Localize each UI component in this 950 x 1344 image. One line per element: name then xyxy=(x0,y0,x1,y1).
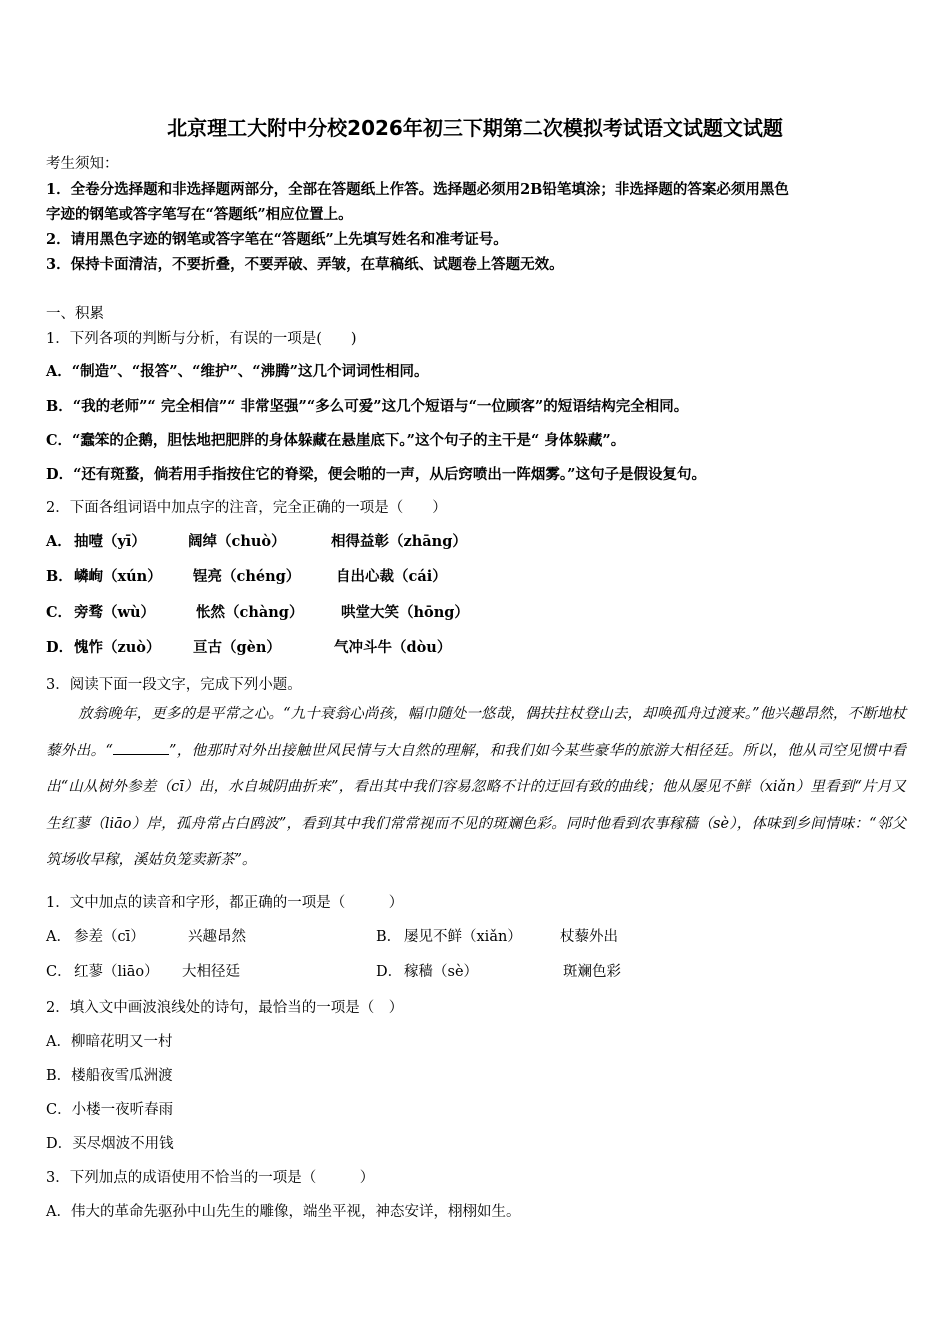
question-2-option-a-word: 相得益彰（zhāng） xyxy=(331,533,467,550)
sub-question-1-option-a-word: 参差（cī） xyxy=(74,929,145,945)
sub-question-3-option: A．伟大的革命先驱孙中山先生的雕像，端坐平视，神态安详，栩栩如生。 xyxy=(46,1204,521,1220)
question-2-option-a-word: 阔绰（chuò） xyxy=(188,533,286,550)
notice-item: 2．请用黑色字迹的钢笔或答字笔在“答题纸”上先填写姓名和准考证号。 xyxy=(46,231,508,248)
question-2-option-c-label: C． xyxy=(46,604,73,621)
notice-item: 字迹的钢笔或答字笔写在“答题纸”相应位置上。 xyxy=(46,206,353,223)
question-2-option-c-word: 哄堂大笑（hōng） xyxy=(341,604,469,621)
question-2-stem: 2．下面各组词语中加点字的注音，完全正确的一项是（ ） xyxy=(46,500,447,516)
sub-question-2-option: A．柳暗花明又一村 xyxy=(46,1034,173,1050)
question-3-stem: 3．阅读下面一段文字，完成下列小题。 xyxy=(46,677,302,693)
question-2-option-d-word: 亘古（gèn） xyxy=(193,639,281,656)
question-2-option-d-word: 气冲斗牛（dòu） xyxy=(334,639,452,656)
sub-question-2-option: B．楼船夜雪瓜洲渡 xyxy=(46,1068,173,1084)
question-2-option-b-label: B． xyxy=(46,568,73,585)
question-2-option-a-word: 抽噎（yī） xyxy=(74,533,146,550)
sub-question-1-option-b-word: 屡见不鲜（xiǎn） xyxy=(404,929,522,945)
sub-question-1-option-d-label: D． xyxy=(376,964,403,980)
sub-question-2-option: C．小楼一夜听春雨 xyxy=(46,1102,174,1118)
question-1-option-b: B．“我的老师”“ 完全相信”“ 非常坚强”“多么可爱”这几个短语与“一位顾客”的短语结构完全相同。 xyxy=(46,398,689,415)
reading-passage xyxy=(46,696,906,879)
question-1-option-c: C．“蠢笨的企鹅，胆怯地把肥胖的身体躲藏在悬崖底下。”这个句子的主干是“ 身体躲藏”。 xyxy=(46,432,626,449)
question-2-option-c-word: 怅然（chàng） xyxy=(196,604,304,621)
sub-question-2-stem: 2．填入文中画波浪线处的诗句，最恰当的一项是（ ） xyxy=(46,1000,404,1016)
question-2-option-d-label: D． xyxy=(46,639,74,656)
question-2-option-b-word: 锃亮（chéng） xyxy=(193,568,301,585)
sub-question-1-option-a-word: 兴趣昂然 xyxy=(188,929,246,945)
sub-question-1-option-a-label: A． xyxy=(46,929,71,945)
question-1-option-d: D．“还有斑蝥，倘若用手指按住它的脊梁，便会啪的一声，从后窍喷出一阵烟雾。”这句子是假设复句。 xyxy=(46,466,707,483)
sub-question-3-stem: 3．下列加点的成语使用不恰当的一项是（ ） xyxy=(46,1170,375,1186)
sub-question-1-option-c-label: C． xyxy=(46,964,72,980)
sub-question-1-option-b-label: B． xyxy=(376,929,402,945)
question-2-option-c-word: 旁骛（wù） xyxy=(74,604,156,621)
question-1-option-a: A．“制造”、“报答”、“维护”、“沸腾”这几个词词性相同。 xyxy=(46,363,429,380)
notice-heading: 考生须知： xyxy=(46,156,119,172)
question-1-stem: 1．下列各项的判断与分析，有误的一项是( ) xyxy=(46,331,357,347)
sub-question-2-option: D．买尽烟波不用钱 xyxy=(46,1136,174,1152)
sub-question-1-option-c-word: 红蓼（liāo） xyxy=(74,964,159,980)
question-2-option-b-word: 自出心裁（cái） xyxy=(336,568,447,585)
sub-question-1-option-c-word: 大相径廷 xyxy=(182,964,240,980)
passage-text: 放翁晚年，更多的是平常之心。“九十衰翁心尚孩，幅巾随处一悠哉，偶扶拄杖登山去，却唤孤舟过渡来。”他兴趣昂然，不断地杖藜外出。“ xyxy=(46,706,906,759)
sub-question-1-option-b-word: 杖藜外出 xyxy=(560,929,618,945)
section-heading: 一、积累 xyxy=(46,306,104,322)
notice-item: 3．保持卡面清洁，不要折叠，不要弄破、弄皱，在草稿纸、试题卷上答题无效。 xyxy=(46,256,564,273)
question-2-option-b-word: 嶙峋（xún） xyxy=(74,568,162,585)
passage-text: ”，他那时对外出接触世风民情与大自然的理解，和我们如今某些豪华的旅游大相径廷。所以，他从司空见惯中看出“山从树外参差（cī）出，水自城阴曲折来”，看出其中我们容易忽略不计的迂回有致的曲线；他从屡见不鲜（xiǎn）里看到“片月又生红蓼（liāo）岸，孤舟常占白鸥波”，看到其中我们常常视而不见的斑斓色彩。同时他看到农事稼穑（sè），体味到乡间情味：“邻父筑场收早稼，溪姑负笼卖新茶”。 xyxy=(46,742,906,868)
question-2-option-a-label: A． xyxy=(46,533,72,550)
sub-question-1-stem: 1．文中加点的读音和字形，都正确的一项是（ ） xyxy=(46,895,404,911)
question-2-option-d-word: 愧怍（zuò） xyxy=(74,639,161,656)
page-title: 北京理工大附中分校2026年初三下期第二次模拟考试语文试题文试题 xyxy=(167,116,783,140)
sub-question-1-option-d-word: 稼穑（sè） xyxy=(404,964,479,980)
sub-question-1-option-d-word: 斑斓色彩 xyxy=(563,964,621,980)
notice-item: 1．全卷分选择题和非选择题两部分，全部在答题纸上作答。选择题必须用2B铅笔填涂；非选择题的答案必须用黑色 xyxy=(46,181,789,198)
fill-blank xyxy=(113,740,169,755)
